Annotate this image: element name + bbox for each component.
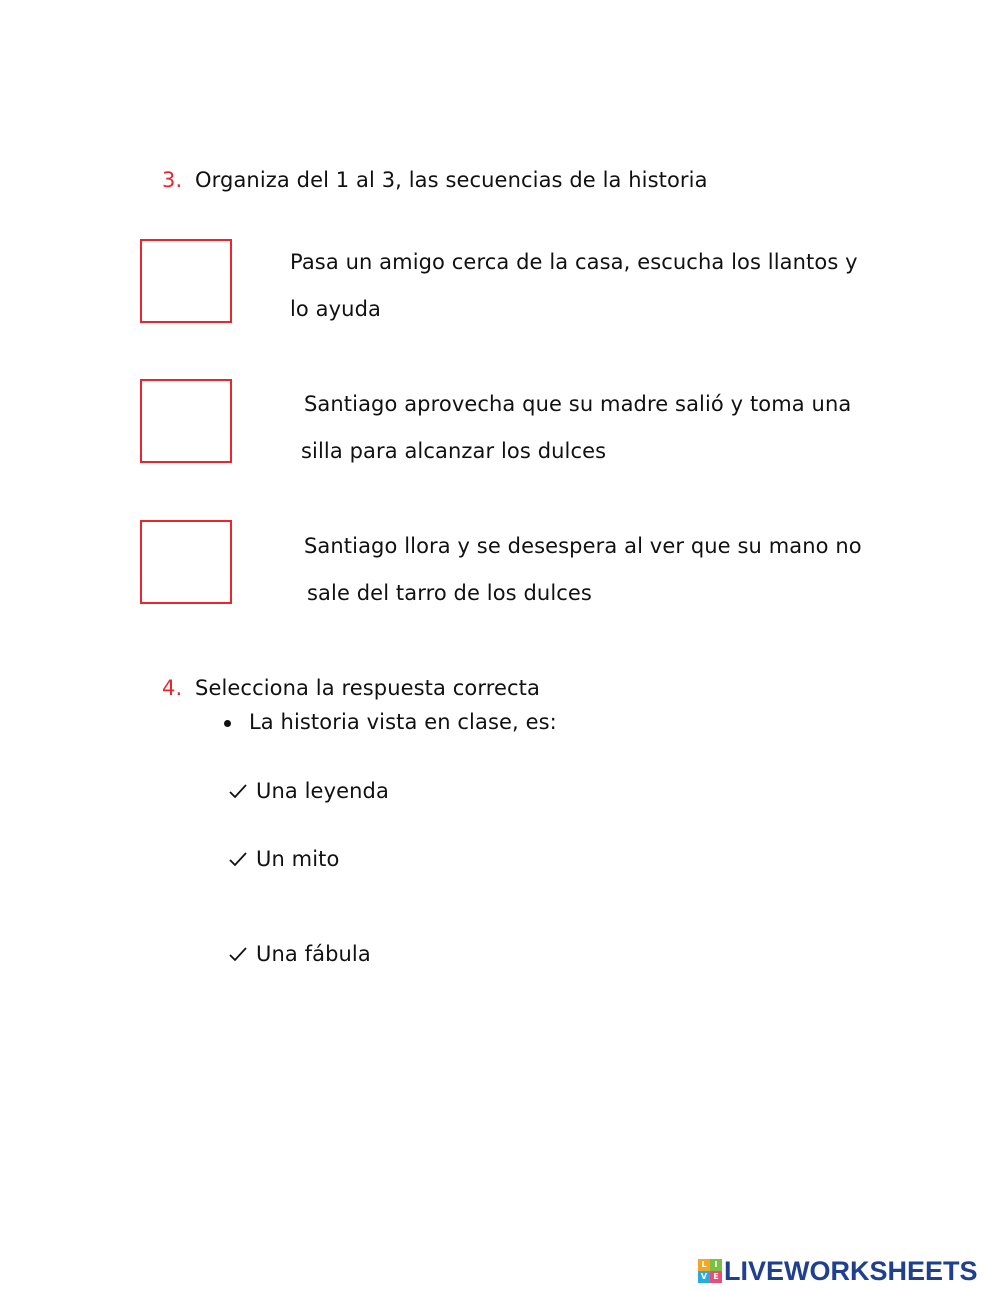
sequence-item-2-line-2: silla para alcanzar los dulces bbox=[301, 439, 607, 463]
logo-tile-i: I bbox=[710, 1259, 722, 1271]
sequence-answer-box-1[interactable] bbox=[140, 239, 232, 323]
logo-tile-e: E bbox=[710, 1271, 722, 1283]
question-3-number: 3. bbox=[162, 168, 183, 192]
liveworksheets-logo-text: LIVEWORKSHEETS bbox=[724, 1256, 978, 1286]
sequence-item-3-line-2: sale del tarro de los dulces bbox=[307, 581, 592, 605]
answer-option-2[interactable] bbox=[228, 849, 528, 877]
checkmark-icon bbox=[228, 946, 248, 964]
logo-tile-l: L bbox=[698, 1259, 710, 1271]
sequence-item-2-line-1: Santiago aprovecha que su madre salió y toma una bbox=[304, 392, 852, 416]
sequence-answer-box-2[interactable] bbox=[140, 379, 232, 463]
liveworksheets-logo-icon bbox=[698, 1259, 722, 1283]
question-4-sub-question: La historia vista en clase, es: bbox=[249, 710, 557, 734]
logo-tile-v: V bbox=[698, 1271, 710, 1283]
question-4-number: 4. bbox=[162, 676, 183, 700]
checkmark-icon bbox=[228, 783, 248, 801]
answer-option-3-label: Una fábula bbox=[256, 942, 371, 966]
sequence-item-3-line-1: Santiago llora y se desespera al ver que su mano no bbox=[304, 534, 862, 558]
liveworksheets-logo bbox=[698, 1256, 978, 1286]
sequence-answer-box-3[interactable] bbox=[140, 520, 232, 604]
checkmark-icon bbox=[228, 851, 248, 869]
question-4-prompt: Selecciona la respuesta correcta bbox=[195, 676, 540, 700]
answer-option-3[interactable] bbox=[228, 944, 528, 972]
sequence-item-1-line-1: Pasa un amigo cerca de la casa, escucha los llantos y bbox=[290, 250, 858, 274]
question-4-heading bbox=[162, 676, 540, 700]
answer-option-2-label: Un mito bbox=[256, 847, 340, 871]
bullet-dot-icon bbox=[224, 720, 231, 727]
sequence-item-1-line-2: lo ayuda bbox=[290, 297, 381, 321]
question-3-heading bbox=[162, 168, 708, 192]
answer-option-1[interactable] bbox=[228, 781, 528, 809]
question-3-prompt: Organiza del 1 al 3, las secuencias de la historia bbox=[195, 168, 708, 192]
answer-option-1-label: Una leyenda bbox=[256, 779, 389, 803]
